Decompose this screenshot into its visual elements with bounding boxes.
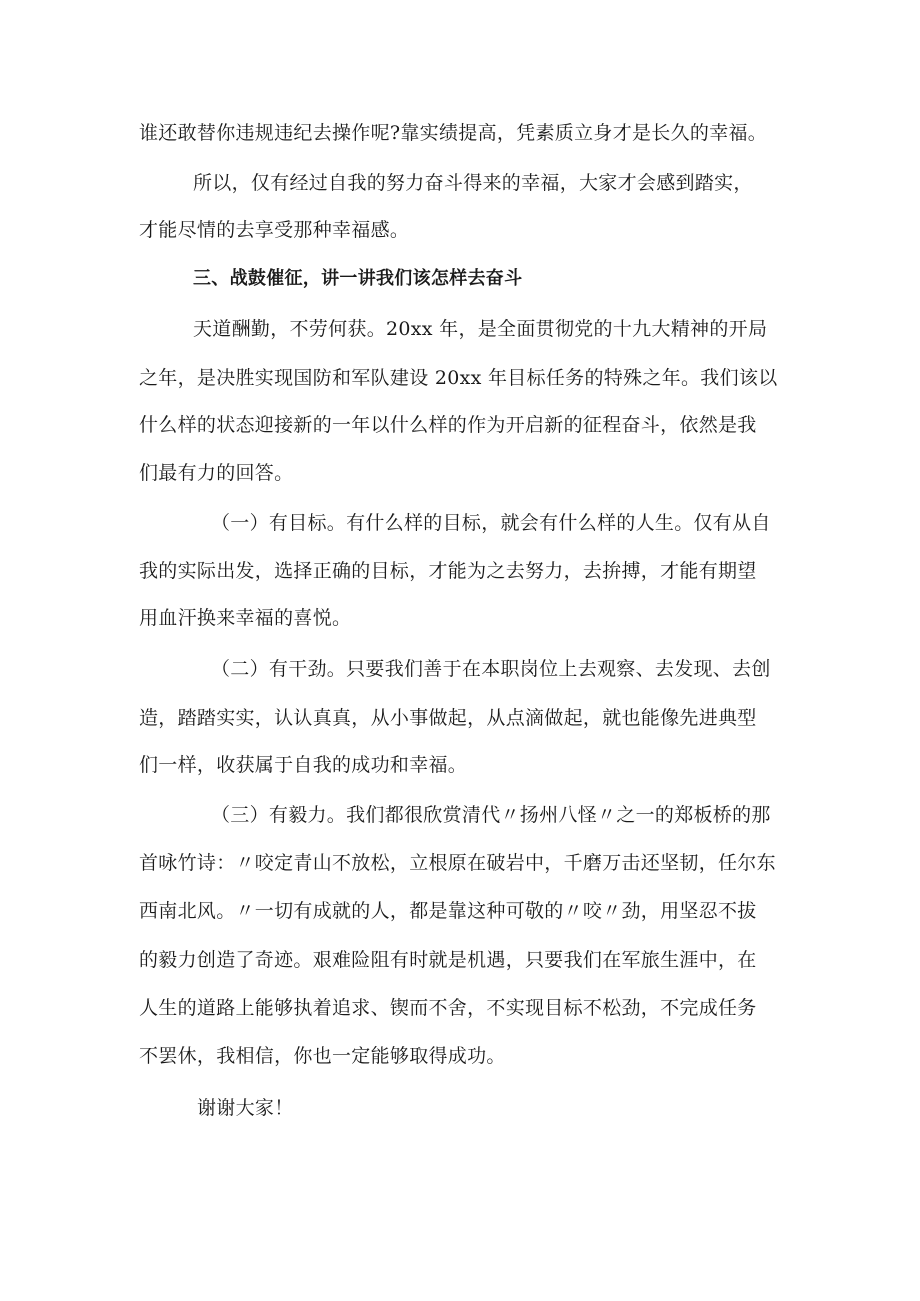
paragraph-line: 我的实际出发，选择正确的目标，才能为之去努力，去拚搏，才能有期望 — [139, 560, 757, 582]
paragraph-line: 们最有力的回答。 — [139, 462, 294, 484]
paragraph-line: 用血汗换来幸福的喜悦。 — [139, 607, 352, 629]
paragraph-line: 西南北风。〃一切有成就的人，都是靠这种可敬的〃咬〃劲，用坚忍不拔 — [139, 900, 757, 922]
paragraph-line: 谁还敢替你违规违纪去操作呢?靠实绩提高，凭素质立身才是长久的幸福。 — [139, 122, 768, 144]
paragraph-line: 不罢休，我相信，你也一定能够取得成功。 — [139, 1045, 506, 1067]
paragraph-line: 之年，是决胜实现国防和军队建设 20xx 年目标任务的特殊之年。我们该以 — [139, 367, 778, 389]
paragraph-line: （一）有目标。有什么样的目标，就会有什么样的人生。仅有从自 — [211, 512, 771, 534]
paragraph-line: 什么样的状态迎接新的一年以什么样的作为开启新的征程奋斗，依然是我 — [139, 414, 757, 436]
paragraph-line: 所以，仅有经过自我的努力奋斗得来的幸福，大家才会感到踏实， — [193, 172, 753, 194]
paragraph-line: 首咏竹诗：〃咬定青山不放松，立根原在破岩中，千磨万击还坚韧，任尔东 — [139, 852, 776, 874]
paragraph-line: （三）有毅力。我们都很欣赏清代〃扬州八怪〃之一的郑板桥的那 — [211, 804, 771, 826]
paragraph-line: 天道酬勤，不劳何获。20xx 年，是全面贯彻党的十九大精神的开局 — [193, 318, 768, 340]
paragraph-line: 们一样，收获属于自我的成功和幸福。 — [139, 754, 468, 776]
paragraph-line: （二）有干劲。只要我们善于在本职岗位上去观察、去发现、去创 — [211, 658, 771, 680]
paragraph-line: 造，踏踏实实，认认真真，从小事做起，从点滴做起，就也能像先进典型 — [139, 707, 757, 729]
section-heading: 三、战鼓催征，讲一讲我们该怎样去奋斗 — [193, 268, 523, 289]
closing-line: 谢谢大家！ — [197, 1097, 294, 1119]
paragraph-line: 才能尽情的去享受那种幸福感。 — [139, 219, 410, 241]
paragraph-line: 人生的道路上能够执着追求、锲而不舍，不实现目标不松劲，不完成任务 — [139, 997, 757, 1019]
paragraph-line: 的毅力创造了奇迹。艰难险阻有时就是机遇，只要我们在军旅生涯中，在 — [139, 949, 757, 971]
